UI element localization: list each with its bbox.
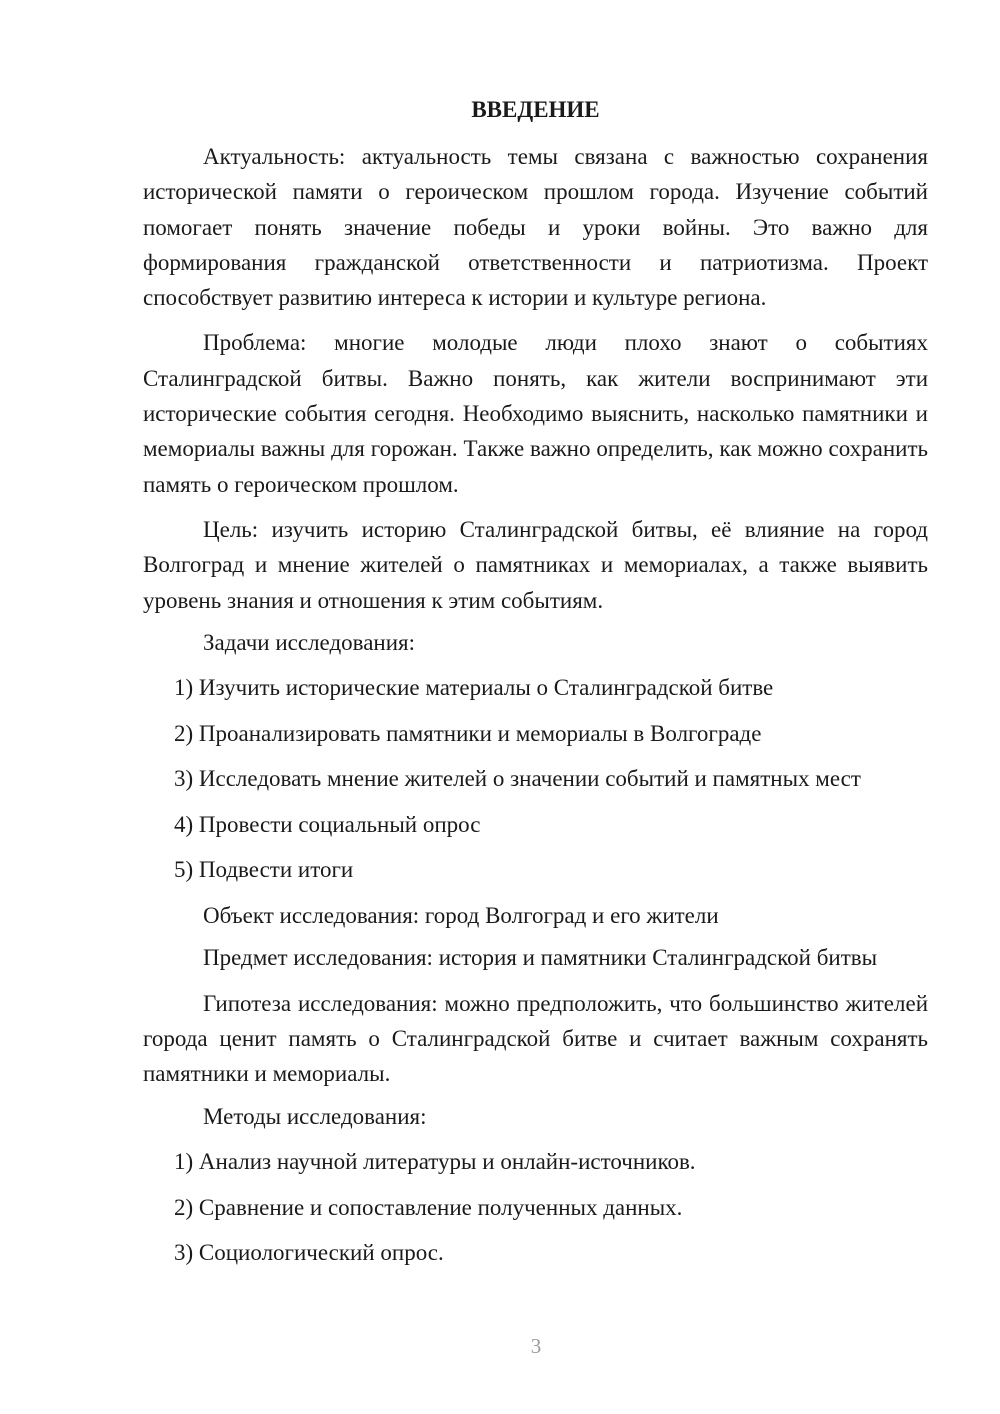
list-item: 3) Исследовать мнение жителей о значении событий и памятных мест [174,766,861,792]
page-content [143,92,928,1276]
problem-paragraph: Проблема: многие молодые люди плохо знают о событиях Сталинградской битвы. Важно понять, как жители воспринимают эти исторические события сегодня. Необходимо выяснить, насколько памятники и мемориалы важны для горожан. Также важно определить, как можно сохранить память о героическом прошлом. [143,330,928,497]
tasks-title: Задачи исследования: [203,629,416,655]
methods-list [143,1139,928,1276]
tasks-list [143,665,928,893]
relevance-paragraph: Актуальность: актуальность темы связана с важностью сохранения исторической памяти о героическом прошлом города. Изучение событий помогает понять значение победы и уроки войны. Это важно для формирования гражданской ответственности и патриотизма. Проект способствует развитию интереса к истории и культуре региона. [143,144,928,311]
list-item: 2) Сравнение и сопоставление полученных данных. [174,1194,683,1220]
list-item: 3) Социологический опрос. [174,1240,444,1266]
list-item: 1) Изучить исторические материалы о Сталинградской битве [174,675,774,701]
object-line: Объект исследования: город Волгоград и его жители [203,902,719,928]
methods-title: Методы исследования: [203,1103,427,1129]
list-item: 4) Провести социальный опрос [174,811,481,837]
list-item: 5) Подвести итоги [174,857,354,883]
subject-paragraph: Предмет исследования: история и памятники Сталинградской битвы [203,945,878,971]
list-item: 2) Проанализировать памятники и мемориалы в Волгограде [174,720,762,746]
page-number: 3 [530,1334,542,1358]
section-heading: ВВЕДЕНИЕ [471,97,600,122]
hypothesis-paragraph: Гипотеза исследования: можно предположить, что большинство жителей города ценит память о Сталинградской битве и считает важным сохранять памятники и мемориалы. [143,990,928,1087]
list-item: 1) Анализ научной литературы и онлайн-источников. [174,1149,696,1175]
goal-paragraph: Цель: изучить историю Сталинградской битвы, её влияние на город Волгоград и мнение жителей о памятниках и мемориалах, а также выявить уровень знания и отношения к этим событиям. [143,516,928,613]
